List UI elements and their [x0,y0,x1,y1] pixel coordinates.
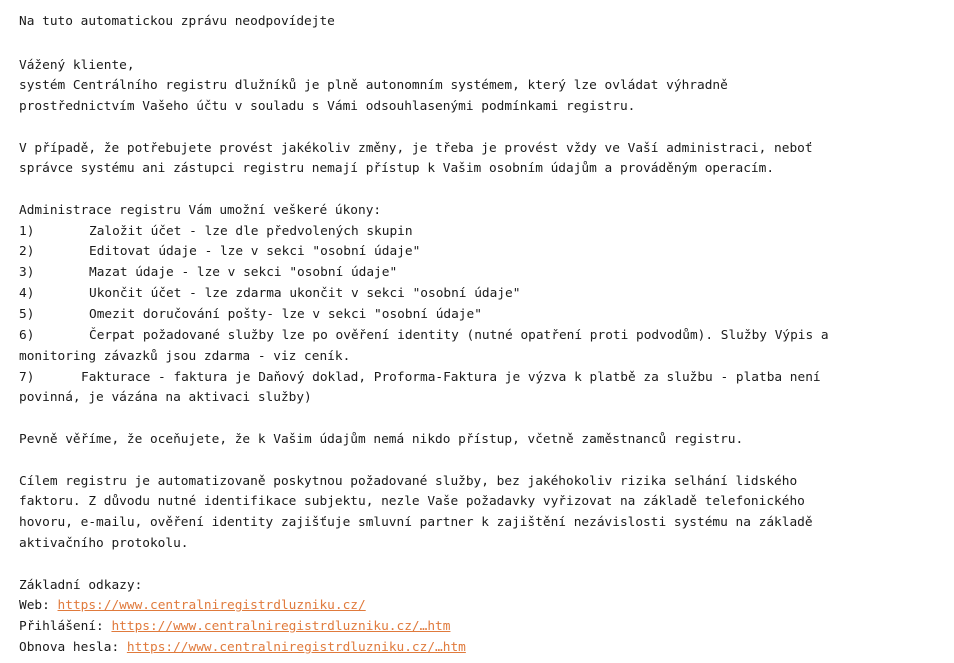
no-reply-notice: Na tuto automatickou zprávu neodpovídejte [19,14,335,29]
intro-line-1: systém Centrálního registru dlužníků je plně autonomním systémem, který lze ovládat výhradně [19,78,728,93]
admin-heading: Administrace registru Vám umožní veškeré úkony: [19,203,382,218]
web-link[interactable]: https://www.centralniregistrdluzniku.cz/ [57,598,366,613]
admin-item-3 [19,265,397,281]
admin-item-5 [19,307,482,323]
goal-line-1: Cílem registru je automatizovaně poskytnou požadované služby, bez jakéhokoliv rizika selhání lidského [19,474,798,489]
goal-line-2: faktoru. Z důvodu nutné identifikace subjektu, nezle Vaše požadavky vyřizovat na základě telefonického [19,494,805,509]
link-label: Přihlášení: [19,619,112,634]
admin-item-number: 2) [19,244,35,259]
admin-item-4 [19,286,520,302]
goal-line-4: aktivačního protokolu. [19,536,189,551]
greeting: Vážený kliente, [19,58,135,73]
link-label: Obnova hesla: [19,640,127,655]
admin-item-number: 3) [19,265,35,280]
admin-item-number: 4) [19,286,35,301]
admin-item-6 [19,328,829,344]
password-reset-link[interactable]: https://www.centralniregistrdluzniku.cz/…htm [126,640,466,655]
link-row-web [19,598,366,614]
changes-line-1: V případě, že potřebujete provést jakékoliv změny, je třeba je provést vždy ve Vaší administraci, neboť [19,141,813,156]
link-row-password-reset [19,640,466,656]
admin-item-text: Založit účet - lze dle předvolených skupin [89,224,413,239]
admin-item-2 [19,244,420,260]
link-label: Web: [19,598,58,613]
admin-item-text: Mazat údaje - lze v sekci "osobní údaje" [89,265,398,280]
intro-line-2: prostřednictvím Vašeho účtu v souladu s Vámi odsouhlasenými podmínkami registru. [19,99,636,114]
admin-item-text: Omezit doručování pošty- lze v sekci "osobní údaje" [89,307,482,322]
admin-item-text: Čerpat požadované služby lze po ověření identity (nutné opatření proti podvodům). Služby Výpis a [89,328,829,343]
login-link[interactable]: https://www.centralniregistrdluzniku.cz/…htm [111,619,451,634]
changes-line-2: správce systému ani zástupci registru nemají přístup k Vašim osobním údajům a prováděným operacím. [19,161,775,176]
trust-statement: Pevně věříme, že oceňujete, že k Vašim údajům nemá nikdo přístup, včetně zaměstnanců registru. [19,432,744,447]
admin-item-text: Editovat údaje - lze v sekci "osobní údaje" [89,244,421,259]
admin-item-1 [19,224,413,240]
admin-item-number: 6) [19,328,35,343]
admin-item-number: 5) [19,307,35,322]
links-heading: Základní odkazy: [19,578,143,593]
link-row-login [19,619,450,635]
admin-item-text: Ukončit účet - lze zdarma ukončit v sekci "osobní údaje" [89,286,521,301]
admin-item-number: 1) [19,224,35,239]
admin-item-number: 7) [19,370,35,385]
admin-item-6-continued: monitoring závazků jsou zdarma - viz ceník. [19,349,351,364]
admin-item-7 [19,370,821,386]
admin-item-7-continued: povinná, je vázána na aktivaci služby) [19,390,312,405]
admin-item-text: Fakturace - faktura je Daňový doklad, Proforma-Faktura je výzva k platbě za službu - platba není [81,370,821,385]
goal-line-3: hovoru, e-mailu, ověření identity zajišťuje smluvní partner k zajištění nezávislosti systému na základě [19,515,813,530]
